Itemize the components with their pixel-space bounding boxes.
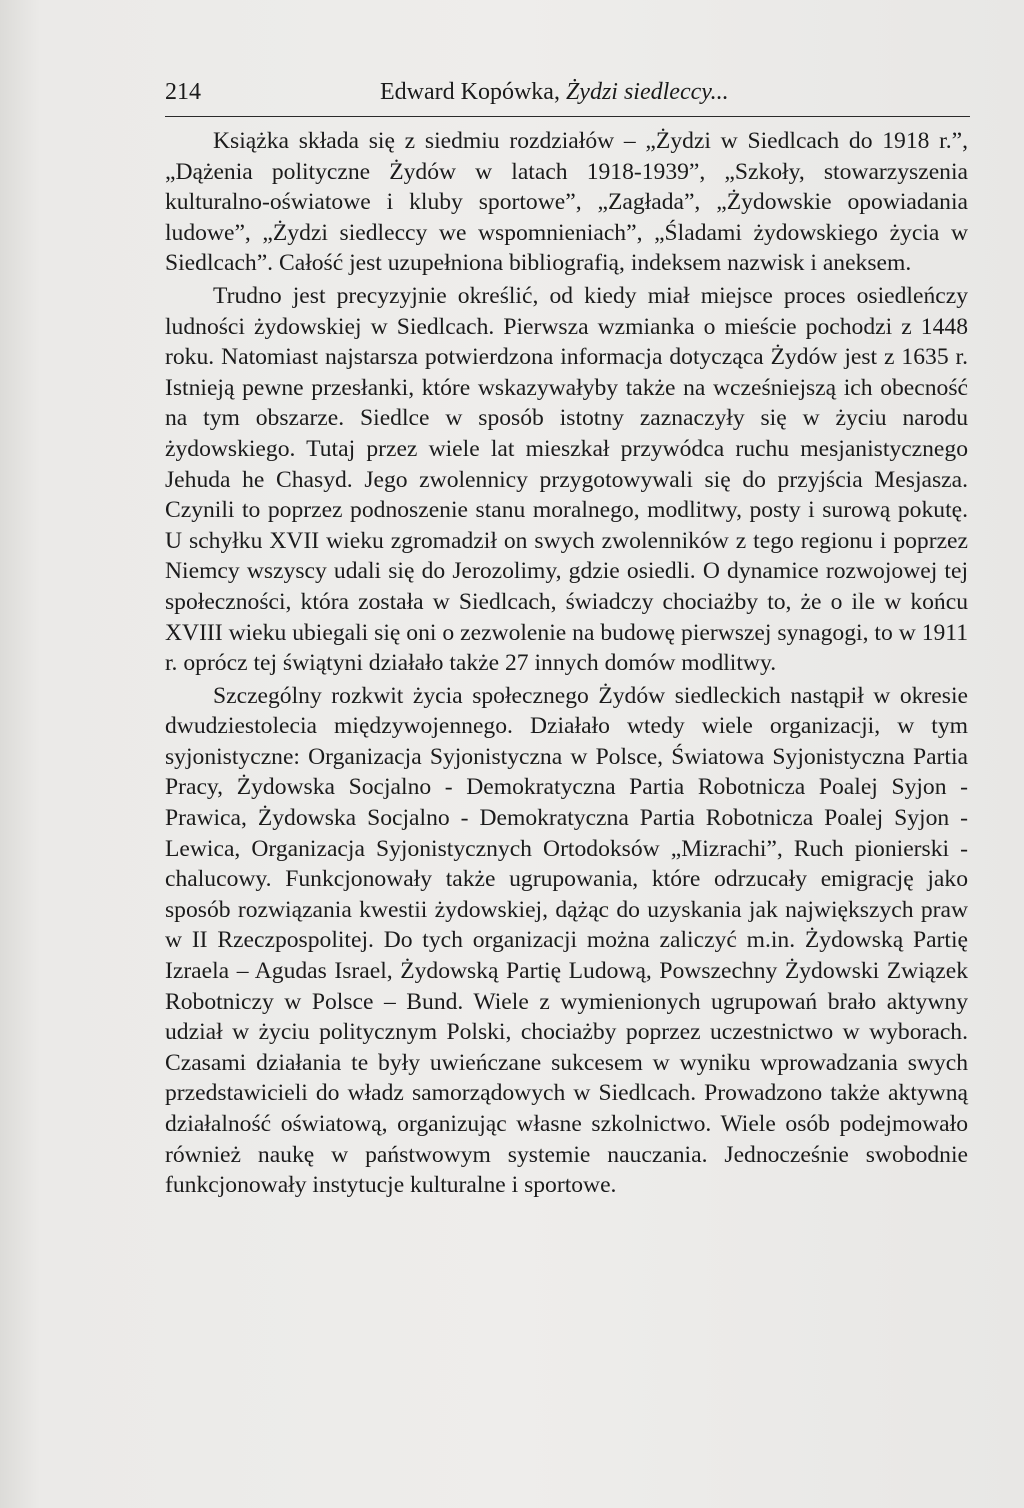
running-head: [380, 78, 729, 106]
author-name: Edward Kopówka,: [380, 79, 560, 105]
running-header: [165, 78, 970, 117]
page-number: 214: [165, 79, 201, 105]
paragraph-2: Trudno jest precyzyjnie określić, od kiedy miał miejsce proces osiedleńczy ludności żydowskiej w Siedlcach. Pierwsza wzmianka o mieście pochodzi z 1448 roku. Natomiast najstarsza potwierdzona informacja dotycząca Żydów jest z 1635 r. Istnieją pewne przesłanki, które wskazywałyby także na wcześniejszą ich obecność na tym obszarze. Siedlce w sposób istotny zaznaczyły się w życiu narodu żydowskiego. Tutaj przez wiele lat mieszkał przywódca ruchu mesjanistycznego Jehuda he Chasyd. Jego zwolennicy przygotowywali się do przyjścia Mesjasza. Czynili to poprzez podnoszenie stanu moralnego, modlitwy, posty i surową pokutę. U schyłku XVII wieku zgromadził on swych zwolenników z tego regionu i poprzez Niemcy wszyscy udali się do Jerozolimy, gdzie osiedli. O dynamice rozwojowej tej społeczności, która została w Siedlcach, świadczy chociażby to, że o ile w końcu XVIII wieku ubiegali się oni o zezwolenie na budowę pierwszej synagogi, to w 1911 r. oprócz tej świątyni działało także 27 innych domów modlitwy.: [165, 282, 968, 677]
paragraph-1: Książka składa się z siedmiu rozdziałów – „Żydzi w Siedlcach do 1918 r.”, „Dążenia polityczne Żydów w latach 1918-1939”, „Szkoły, stowarzyszenia kulturalno-oświatowe i kluby sportowe”, „Zagłada”, „Żydowskie opowiadania ludowe”, „Żydzi siedleccy we wspomnieniach”, „Śladami żydowskiego życia w Siedlcach”. Całość jest uzupełniona bibliografią, indeksem nazwisk i aneksem.: [165, 128, 968, 277]
paragraph-3: Szczególny rozkwit życia społecznego Żydów siedleckich nastąpił w okresie dwudziestolecia międzywojennego. Działało wtedy wiele organizacji, w tym syjonistyczne: Organizacja Syjonistyczna w Polsce, Światowa Syjonistyczna Partia Pracy, Żydowska Socjalno - Demokratyczna Partia Robotnicza Poalej Syjon - Prawica, Żydowska Socjalno - Demokratyczna Partia Robotnicza Poalej Syjon - Lewica, Organizacja Syjonistycznych Ortodoksów „Mizrachi”, Ruch pionierski - chalucowy. Funkcjonowały także ugrupowania, które odrzucały emigrację jako sposób rozwiązania kwestii żydowskiej, dążąc do uzyskania jak największych praw w II Rzeczpospolitej. Do tych organizacji można zaliczyć m.in. Żydowską Partię Izraela – Agudas Israel, Żydowską Partię Ludową, Powszechny Żydowski Związek Robotniczy w Polsce – Bund. Wiele z wymienionych ugrupowań brało aktywny udział w życiu politycznym Polski, chociażby poprzez uczestnictwo w wyborach. Czasami działania te były uwieńczane sukcesem w wyniku wprowadzania swych przedstawicieli do władz samorządowych w Siedlcach. Prowadzono także aktywną działalność oświatową, organizując własne szkolnictwo. Wiele osób podejmowało również naukę w państwowym systemie nauczania. Jednocześnie swobodnie funkcjonowały instytucje kulturalne i sportowe.: [165, 682, 968, 1199]
book-title: Żydzi siedleccy...: [565, 79, 729, 105]
body-text: [165, 126, 968, 1201]
